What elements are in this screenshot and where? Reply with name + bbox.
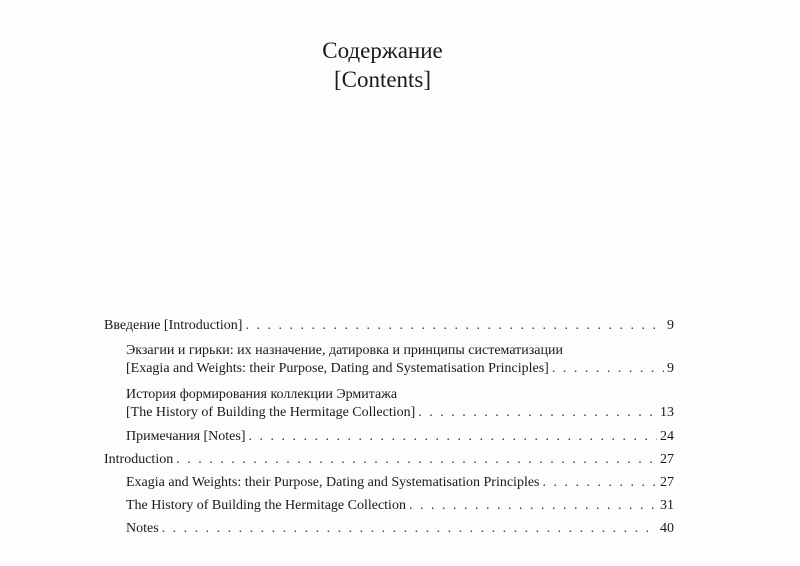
page-title xyxy=(0,36,765,94)
toc-label: The History of Building the Hermitage Collection xyxy=(126,498,406,513)
toc-label: Exagia and Weights: their Purpose, Dating and Systematisation Principles xyxy=(126,475,540,490)
dot-leader xyxy=(245,318,664,334)
toc-label: Примечания [Notes] xyxy=(126,429,246,444)
toc-entry-exagia-en xyxy=(104,475,674,498)
toc-label-line2: [Exagia and Weights: their Purpose, Dating and Systematisation Principles] xyxy=(126,361,549,376)
toc-page-number: 9 xyxy=(667,361,674,376)
dot-leader xyxy=(418,405,657,421)
toc-page-number: 40 xyxy=(660,521,674,536)
table-of-contents xyxy=(104,318,674,544)
toc-label: Введение [Introduction] xyxy=(104,318,243,333)
toc-entry-exagia-ru xyxy=(104,341,674,385)
toc-page-number: 9 xyxy=(667,318,674,333)
toc-label-line1: Экзагии и гирьки: их назначение, датировка и принципы систематизации xyxy=(126,343,564,358)
dot-leader xyxy=(409,498,657,514)
toc-page-number: 27 xyxy=(660,452,674,467)
dot-leader xyxy=(543,475,658,491)
dot-leader xyxy=(249,429,658,445)
toc-entry-notes-en xyxy=(104,521,674,544)
toc-entry-notes-ru xyxy=(104,429,674,452)
toc-entry-history-en xyxy=(104,498,674,521)
toc-page-number: 13 xyxy=(660,405,674,420)
toc-label: Notes xyxy=(126,521,159,536)
toc-entry-intro-en xyxy=(104,452,674,475)
toc-entry-intro-ru xyxy=(104,318,674,341)
toc-label: Introduction xyxy=(104,452,174,467)
title-russian: Содержание xyxy=(322,38,443,63)
toc-page-number: 31 xyxy=(660,498,674,513)
toc-page-number: 24 xyxy=(660,429,674,444)
title-english: [Contents] xyxy=(333,67,432,92)
toc-page-number: 27 xyxy=(660,475,674,490)
toc-label-line2: [The History of Building the Hermitage Collection] xyxy=(126,405,416,420)
dot-leader xyxy=(162,521,657,537)
toc-label-line1: История формирования коллекции Эрмитажа xyxy=(126,387,398,402)
toc-entry-history-ru xyxy=(104,385,674,429)
dot-leader xyxy=(552,361,664,377)
dot-leader xyxy=(176,452,657,468)
